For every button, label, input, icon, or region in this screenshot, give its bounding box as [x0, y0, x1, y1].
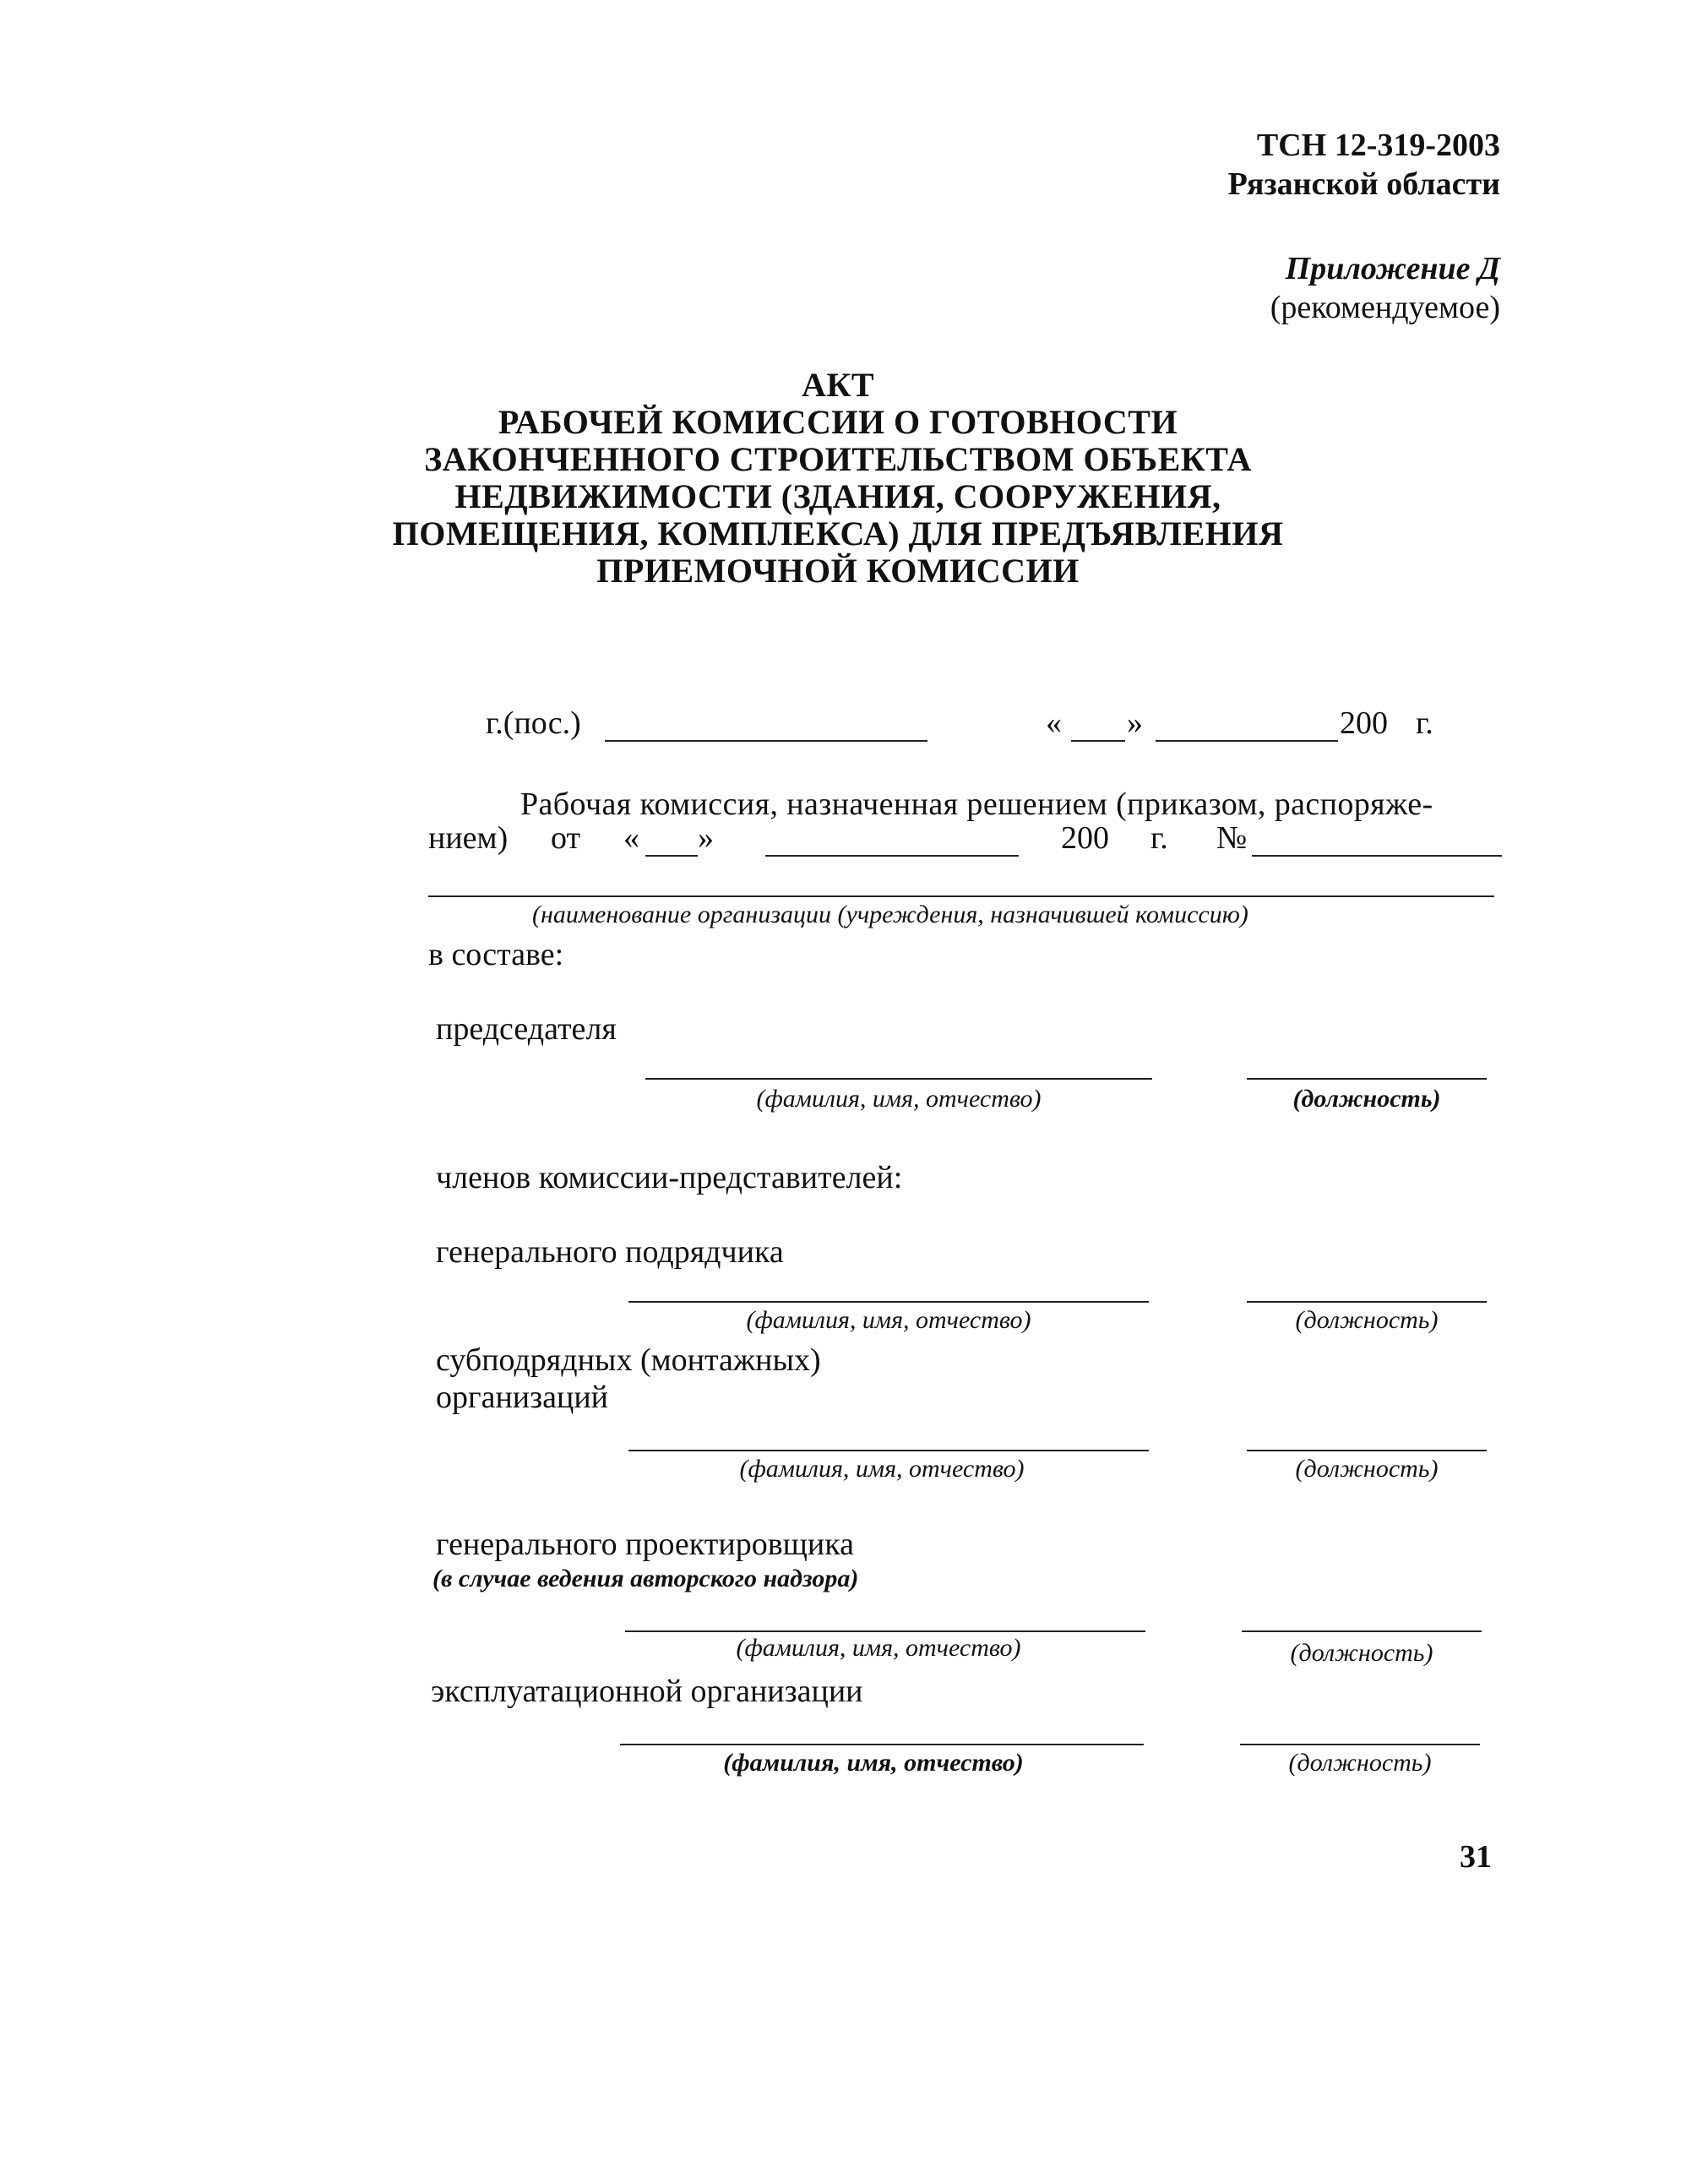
subcontractors-position-caption: (должность) — [1295, 1455, 1439, 1483]
title-line-6: ПРИЕМОЧНОЙ КОМИССИИ — [596, 552, 1080, 590]
commission-from: от — [551, 820, 581, 856]
appendix-label: Приложение Д — [1285, 251, 1500, 286]
composition-label: в составе: — [428, 937, 564, 972]
org-name-line — [428, 895, 1494, 897]
operating-org-label: эксплуатационной организации — [431, 1674, 863, 1709]
date-year-suffix: г. — [1416, 705, 1433, 741]
general-designer-note: (в случае ведения авторского надзора) — [432, 1565, 859, 1592]
operating-org-fio-caption: (фамилия, имя, отчество) — [723, 1749, 1024, 1777]
chairman-fio-line — [645, 1078, 1152, 1080]
org-name-caption: (наименование организации (учреждения, назначившей комиссию) — [532, 901, 1248, 928]
title-line-3: ЗАКОНЧЕННОГО СТРОИТЕЛЬСТВОМ ОБЪЕКТА — [424, 440, 1252, 478]
subcontractors-fio-caption: (фамилия, имя, отчество) — [739, 1455, 1025, 1483]
subcontractors-label-line-2: организаций — [436, 1380, 609, 1415]
general-designer-fio-line — [625, 1630, 1145, 1632]
subcontractors-fio-line — [628, 1450, 1149, 1451]
commission-year: 200 — [1061, 820, 1109, 856]
general-contractor-fio-caption: (фамилия, имя, отчество) — [746, 1306, 1031, 1334]
general-designer-position-caption: (должность) — [1290, 1639, 1433, 1667]
commission-quote-open: « — [623, 820, 639, 856]
title-line-1: АКТ — [801, 366, 875, 404]
general-contractor-label: генерального подрядчика — [436, 1234, 784, 1270]
commission-text-line-1: Рабочая комиссия, назначенная решением (приказом, распоряже- — [520, 787, 1433, 822]
date-month-line — [1156, 740, 1338, 742]
operating-org-position-caption: (должность) — [1288, 1749, 1432, 1777]
commission-number-sign: № — [1216, 820, 1248, 856]
general-contractor-position-caption: (должность) — [1295, 1306, 1439, 1334]
members-label: членов комиссии-представителей: — [436, 1160, 903, 1195]
chairman-label: председателя — [436, 1011, 617, 1047]
document-code: ТСН 12-319-2003 — [1256, 128, 1500, 163]
commission-year-suffix: г. — [1150, 820, 1168, 856]
chairman-position-caption: (должность) — [1292, 1085, 1441, 1113]
date-day-line — [1071, 740, 1125, 742]
title-line-4: НЕДВИЖИМОСТИ (ЗДАНИЯ, СООРУЖЕНИЯ, — [454, 477, 1221, 515]
title-line-2: РАБОЧЕЙ КОМИССИИ О ГОТОВНОСТИ — [498, 403, 1178, 441]
commission-number-line — [1252, 855, 1502, 857]
date-year: 200 — [1340, 705, 1388, 741]
appendix-note: (рекомендуемое) — [1270, 290, 1500, 325]
page-number: 31 — [1460, 1839, 1492, 1875]
general-designer-label: генерального проектировщика — [436, 1527, 854, 1562]
chairman-position-line — [1247, 1078, 1487, 1080]
document-region: Рязанской области — [1227, 166, 1500, 202]
date-quote-close: » — [1127, 705, 1143, 741]
general-designer-fio-caption: (фамилия, имя, отчество) — [736, 1634, 1021, 1662]
commission-month-line — [765, 855, 1019, 857]
chairman-fio-caption: (фамилия, имя, отчество) — [756, 1085, 1042, 1113]
general-designer-position-line — [1242, 1630, 1482, 1632]
date-quote-open: « — [1046, 705, 1062, 741]
commission-text-line-2-start: нием) — [428, 820, 509, 856]
commission-quote-close: » — [698, 820, 714, 856]
operating-org-position-line — [1240, 1744, 1480, 1745]
place-label: г.(пос.) — [486, 705, 581, 741]
place-field-line — [605, 740, 927, 742]
subcontractors-position-line — [1247, 1450, 1487, 1451]
subcontractors-label-line-1: субподрядных (монтажных) — [436, 1342, 821, 1378]
commission-day-line — [645, 855, 698, 857]
general-contractor-fio-line — [628, 1301, 1149, 1303]
general-contractor-position-line — [1247, 1301, 1487, 1303]
title-line-5: ПОМЕЩЕНИЯ, КОМПЛЕКСА) ДЛЯ ПРЕДЪЯВЛЕНИЯ — [392, 514, 1284, 553]
operating-org-fio-line — [620, 1744, 1144, 1745]
